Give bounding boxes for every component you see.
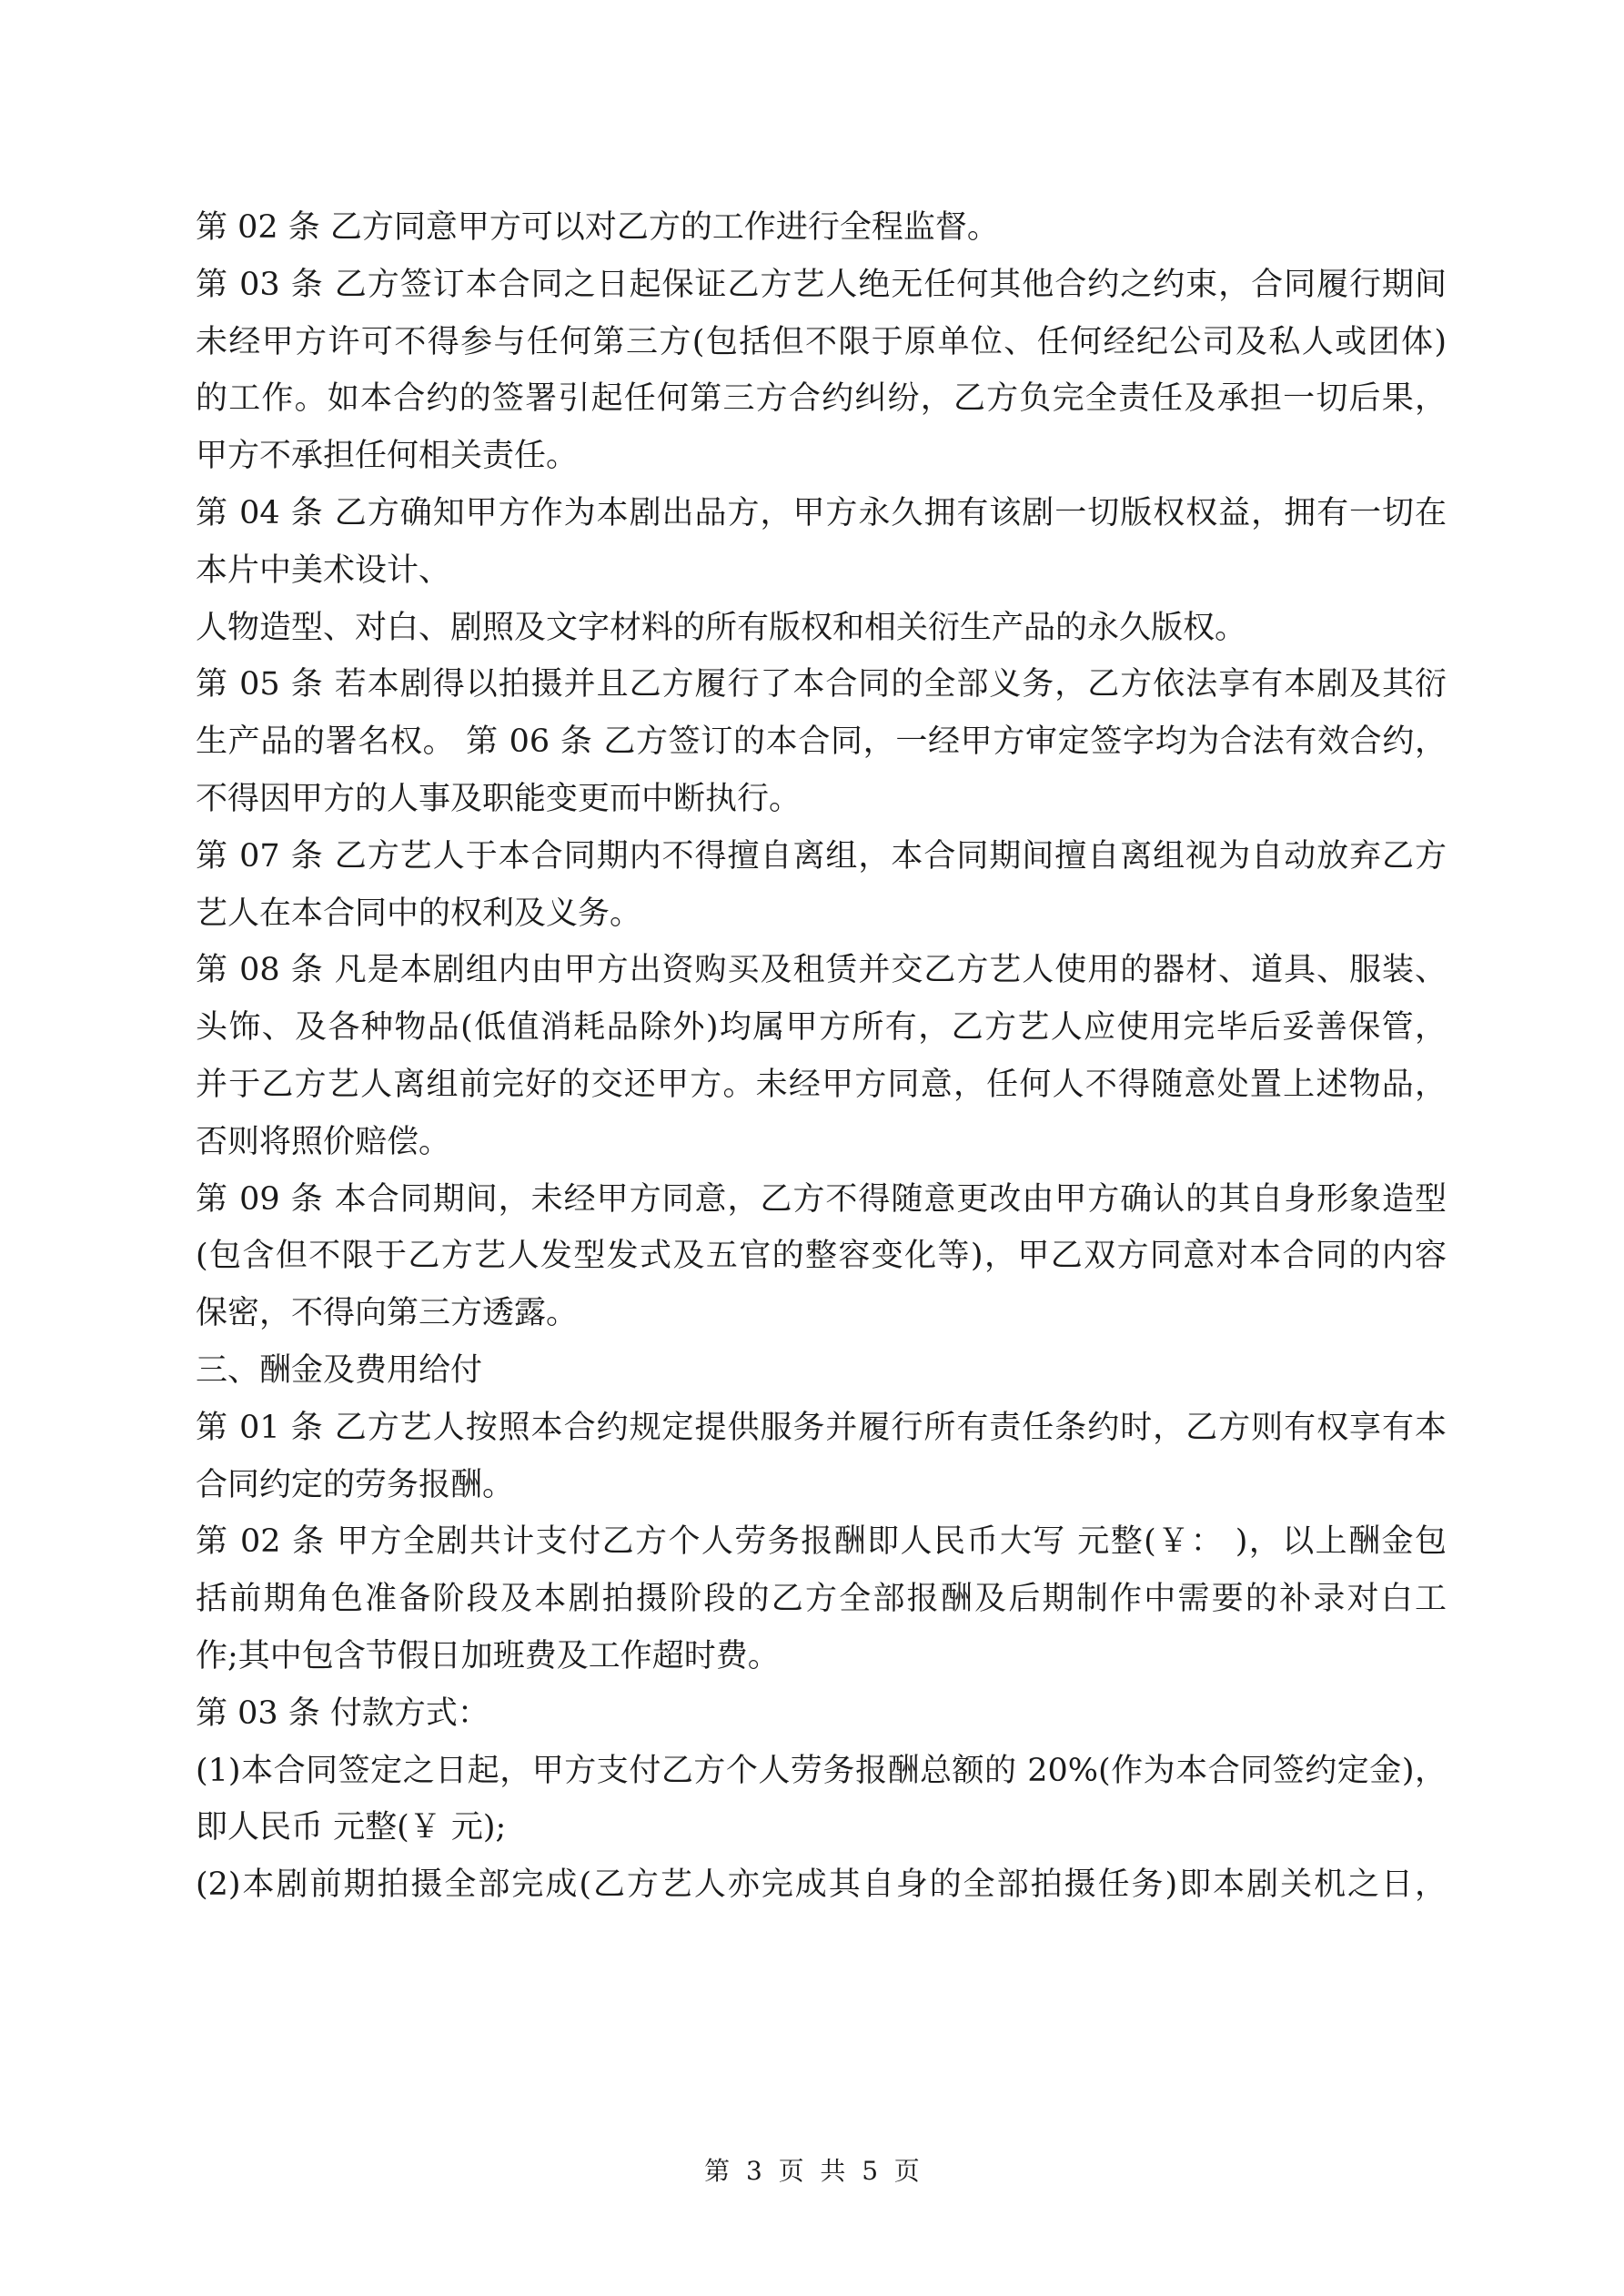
- text-line: 第 03 条 付款方式：: [196, 1694, 489, 1732]
- text-line: 保密，不得向第三方透露。: [196, 1295, 579, 1332]
- text-line: 合同约定的劳务报酬。: [196, 1466, 515, 1503]
- text-line: 作;其中包含节假日加班费及工作超时费。: [196, 1637, 780, 1674]
- text-line: 的工作。如本合约的签署引起任何第三方合约纠纷，乙方负完全责任及承担一切后果，: [196, 380, 1447, 418]
- text-line: 第 02 条 甲方全剧共计支付乙方个人劳务报酬即人民币大写 元整(￥： )，以上酬金包: [196, 1523, 1447, 1561]
- text-line: (2)本剧前期拍摄全部完成(乙方艺人亦完成其自身的全部拍摄任务)即本剧关机之日，: [196, 1866, 1447, 1904]
- text-line: 本片中美术设计、: [196, 551, 451, 589]
- text-line: (1)本合同签定之日起，甲方支付乙方个人劳务报酬总额的 20%(作为本合同签约定金)，: [196, 1752, 1447, 1789]
- text-line: 生产品的署名权。 第 06 条 乙方签订的本合同，一经甲方审定签字均为合法有效合约，: [196, 723, 1447, 761]
- text-line: 即人民币 元整(￥ 元);: [196, 1809, 507, 1846]
- text-line: 第 09 条 本合同期间，未经甲方同意，乙方不得随意更改由甲方确认的其自身形象造型: [196, 1180, 1447, 1218]
- text-line: 括前期角色准备阶段及本剧拍摄阶段的乙方全部报酬及后期制作中需要的补录对白工: [196, 1581, 1447, 1618]
- text-line: 并于乙方艺人离组前完好的交还甲方。未经甲方同意，任何人不得随意处置上述物品，: [196, 1066, 1447, 1103]
- text-line: 艺人在本合同中的权利及义务。: [196, 895, 642, 932]
- text-line: 第 01 条 乙方艺人按照本合约规定提供服务并履行所有责任条约时，乙方则有权享有本: [196, 1409, 1447, 1446]
- text-line: 否则将照价赔偿。: [196, 1123, 451, 1160]
- text-line: 第 08 条 凡是本剧组内由甲方出资购买及租赁并交乙方艺人使用的器材、道具、服装、: [196, 952, 1447, 989]
- text-line: 第 04 条 乙方确知甲方作为本剧出品方，甲方永久拥有该剧一切版权权益，拥有一切在: [196, 494, 1447, 531]
- section-heading: 三、酬金及费用给付: [196, 1351, 483, 1389]
- text-line: 人物造型、对白、剧照及文字材料的所有版权和相关衍生产品的永久版权。: [196, 609, 1247, 646]
- text-line: 第 05 条 若本剧得以拍摄并且乙方履行了本合同的全部义务，乙方依法享有本剧及其衍: [196, 666, 1447, 703]
- page-footer: 第 3 页 共 5 页: [704, 2156, 920, 2186]
- text-line: 未经甲方许可不得参与任何第三方(包括但不限于原单位、任何经纪公司及私人或团体): [196, 323, 1447, 360]
- text-line: 第 07 条 乙方艺人于本合同期内不得擅自离组，本合同期间擅自离组视为自动放弃乙方: [196, 837, 1447, 875]
- text-line: 第 02 条 乙方同意甲方可以对乙方的工作进行全程监督。: [196, 209, 999, 246]
- text-line: 头饰、及各种物品(低值消耗品除外)均属甲方所有，乙方艺人应使用完毕后妥善保管，: [196, 1009, 1447, 1047]
- contract-body: [196, 199, 1447, 1914]
- text-line: 第 03 条 乙方签订本合同之日起保证乙方艺人绝无任何其他合约之约束，合同履行期间: [196, 266, 1447, 303]
- text-line: 甲方不承担任何相关责任。: [196, 438, 579, 475]
- text-line: 不得因甲方的人事及职能变更而中断执行。: [196, 780, 802, 817]
- text-line: (包含但不限于乙方艺人发型发式及五官的整容变化等)，甲乙双方同意对本合同的内容: [196, 1238, 1447, 1275]
